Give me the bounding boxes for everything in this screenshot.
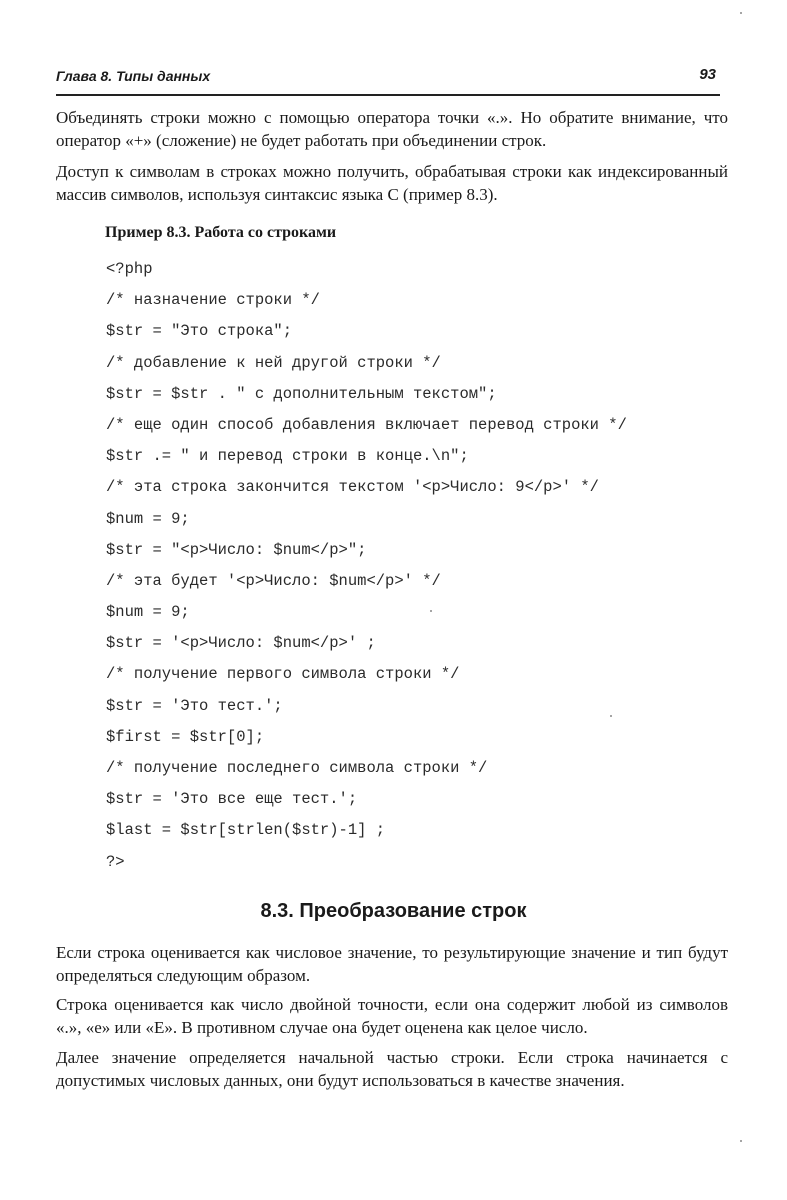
scan-speck (740, 12, 742, 14)
paragraph-leading-part: Далее значение определяется начальной частью строки. Если строка начинается с допустимых числовых данных, они будут использоваться в качестве значения. (56, 1048, 728, 1090)
scan-speck (740, 1140, 742, 1142)
code-line: /* добавление к ней другой строки */ (106, 353, 441, 372)
code-line: $first = $str[0]; (106, 727, 265, 746)
example-title: Пример 8.3. Работа со строками (105, 224, 337, 241)
section-heading: 8.3. Преобразование строк (260, 900, 527, 922)
code-line: $last = $str[strlen($str)-1] ; (106, 821, 386, 840)
code-line: <?php (106, 260, 153, 278)
code-line: /* получение первого символа строки */ (106, 665, 460, 684)
scan-speck (430, 610, 432, 612)
code-line: /* эта строка закончится текстом '<p>Число: 9</p>' */ (106, 478, 599, 497)
code-line: $str = "<p>Число: $num</p>"; (106, 540, 367, 559)
code-line: $str = 'Это тест.'; (106, 696, 283, 715)
code-line: $str = 'Это все еще тест.'; (106, 790, 358, 809)
code-listing (106, 254, 627, 878)
code-line: /* получение последнего символа строки */ (106, 759, 488, 777)
paragraph-char-access: Доступ к символам в строках можно получить, обрабатывая строки как индексированный массив символов, используя синтаксис языка С (пример 8.3). (56, 162, 728, 204)
paragraph-concatenation: Объединять строки можно с помощью оператора точки «.». Но обратите внимание, что оператор «+» (сложение) не будет работать при объединении строк. (56, 108, 728, 150)
code-line: $str = $str . " с дополнительным текстом"; (106, 384, 497, 403)
paragraph-numeric-eval: Если строка оценивается как числовое значение, то результирующие значение и тип будут определяться следующим образом. (56, 943, 728, 985)
paragraph-double-precision: Строка оценивается как число двойной точности, если она содержит любой из символов «.», «е» или «Е». В противном случае она будет оценена как целое число. (56, 995, 728, 1037)
code-line: $num = 9; (106, 509, 190, 528)
scan-speck (610, 715, 612, 717)
page-number: 93 (699, 66, 716, 83)
code-line: $str .= " и перевод строки в конце.\n"; (106, 447, 469, 466)
code-line: $num = 9; (106, 603, 190, 622)
chapter-title: Глава 8. Типы данных (56, 68, 211, 84)
running-header (56, 66, 720, 96)
code-line: ?> (106, 852, 125, 871)
code-line: $str = "Это строка"; (106, 322, 293, 341)
code-line: /* назначение строки */ (106, 291, 320, 310)
code-line: /* еще один способ добавления включает перевод строки */ (106, 415, 627, 434)
code-line: /* эта будет '<p>Число: $num</p>' */ (106, 571, 441, 590)
code-line: $str = '<p>Число: $num</p>' ; (106, 634, 376, 653)
